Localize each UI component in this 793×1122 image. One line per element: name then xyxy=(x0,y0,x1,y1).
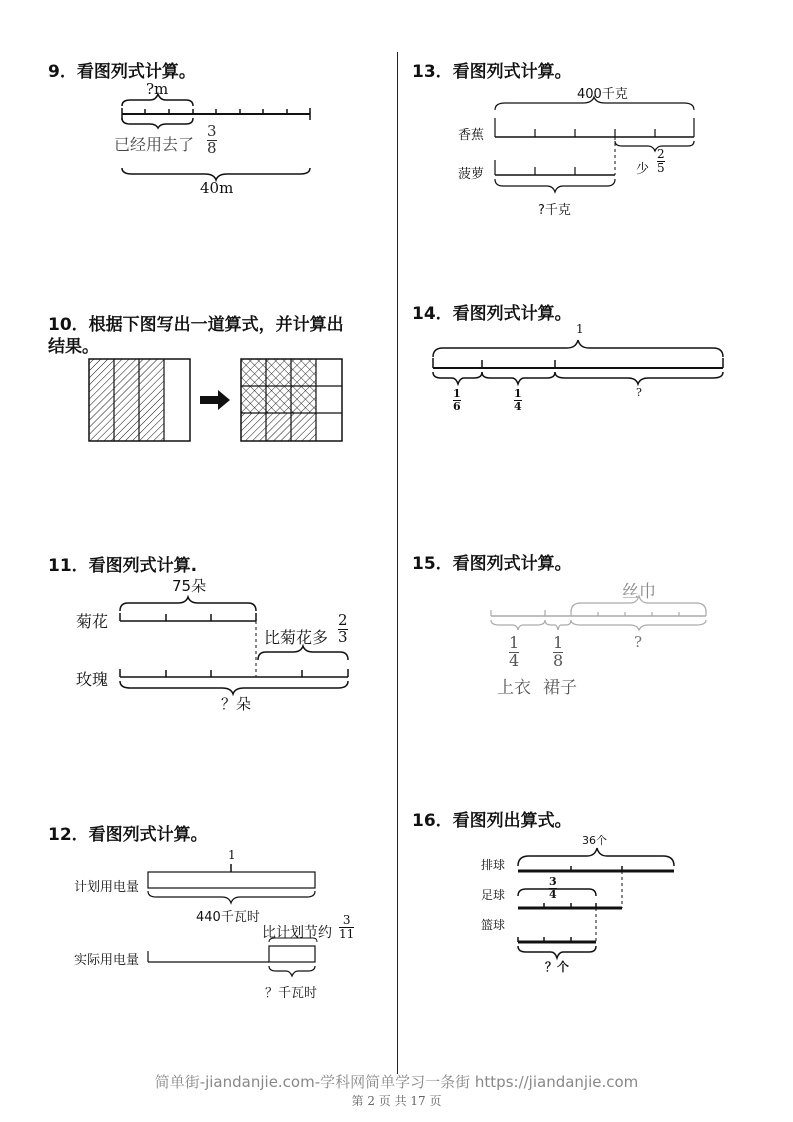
q14-title: 14．看图列式计算。 xyxy=(412,304,572,324)
q13-row1: 香蕉 xyxy=(458,128,485,143)
q13-top-label: 400千克 xyxy=(577,87,628,102)
q13-bottom-label: ?千克 xyxy=(538,203,571,218)
q13-title: 13．看图列式计算。 xyxy=(412,62,572,82)
q15-f1-num: 1 xyxy=(509,633,520,652)
q12-row2: 实际用电量 xyxy=(74,953,140,968)
q13-frac-num: 2 xyxy=(657,147,665,161)
q12-frac-num: 3 xyxy=(342,913,351,927)
q14-f1-den: 6 xyxy=(453,399,461,413)
footer-site-text: 简单街-jiandanjie.com-学科网简单学习一条街 https://jiandanjie.com xyxy=(154,1073,639,1091)
q11-row2: 玫瑰 xyxy=(76,670,109,689)
q15-label-2: 裙子 xyxy=(543,678,577,698)
q12-one: 1 xyxy=(228,848,236,862)
q9-title: 9．看图列式计算。 xyxy=(48,62,196,82)
q9-frac-num: 3 xyxy=(207,122,217,140)
q13-less-text: 少 xyxy=(636,162,650,177)
q12-plan-value: 440千瓦时 xyxy=(196,910,260,925)
q12-save-text: 比计划节约 xyxy=(262,925,332,941)
q12-frac-den: 11 xyxy=(339,926,355,941)
q16-row3: 篮球 xyxy=(481,918,506,932)
q10-title-line1: 10．根据下图写出一道算式，并计算出 xyxy=(48,315,344,335)
q13-frac-den: 5 xyxy=(657,160,665,175)
q14-one: 1 xyxy=(576,322,584,336)
q11-row1: 菊花 xyxy=(76,612,109,631)
q15-question: ? xyxy=(634,633,643,651)
q14-f2-den: 4 xyxy=(514,399,522,413)
q11-more-text: 比菊花多 xyxy=(264,628,329,647)
q13-row2: 菠萝 xyxy=(458,167,485,182)
q11-top-label: 75朵 xyxy=(172,577,207,595)
q9-total: 40m xyxy=(200,179,234,197)
q12-row1: 计划用电量 xyxy=(74,880,140,895)
q16-frac-den: 4 xyxy=(549,887,557,901)
q15-label-1: 上衣 xyxy=(497,678,531,698)
q15-top-label: 丝巾 xyxy=(622,582,656,602)
q11-frac-num: 2 xyxy=(338,611,348,629)
q14-f2-num: 1 xyxy=(514,387,522,400)
q10-title-line2: 结果。 xyxy=(48,337,99,357)
q15-title: 15．看图列式计算。 xyxy=(412,554,572,574)
q9-frac-den: 8 xyxy=(207,138,217,157)
q11-bottom-label: ？朵 xyxy=(221,695,252,713)
q16-top-label: 36个 xyxy=(582,834,607,847)
q16-frac-num: 3 xyxy=(549,875,557,888)
q12-title: 12．看图列式计算。 xyxy=(48,825,208,845)
q9-top-label: ?m xyxy=(146,80,169,98)
q15-f1-den: 4 xyxy=(509,650,520,670)
q9-used-text: 已经用去了 xyxy=(114,135,195,154)
q16-title: 16．看图列出算式。 xyxy=(412,811,572,831)
footer-page-number: 第 2 页 共 17 页 xyxy=(351,1094,442,1108)
q16-bottom-label: ？个 xyxy=(545,960,570,974)
q11-frac-den: 3 xyxy=(338,627,348,646)
q11-title: 11．看图列式计算. xyxy=(48,556,198,576)
q12-bottom-label: ？千瓦时 xyxy=(265,986,318,1001)
q15-f2-num: 1 xyxy=(553,633,564,652)
q14-f1-num: 1 xyxy=(453,387,461,400)
q15-f2-den: 8 xyxy=(553,650,564,670)
q16-row1: 排球 xyxy=(481,858,506,872)
q16-row2: 足球 xyxy=(481,888,506,902)
q14-question: ? xyxy=(636,386,642,399)
